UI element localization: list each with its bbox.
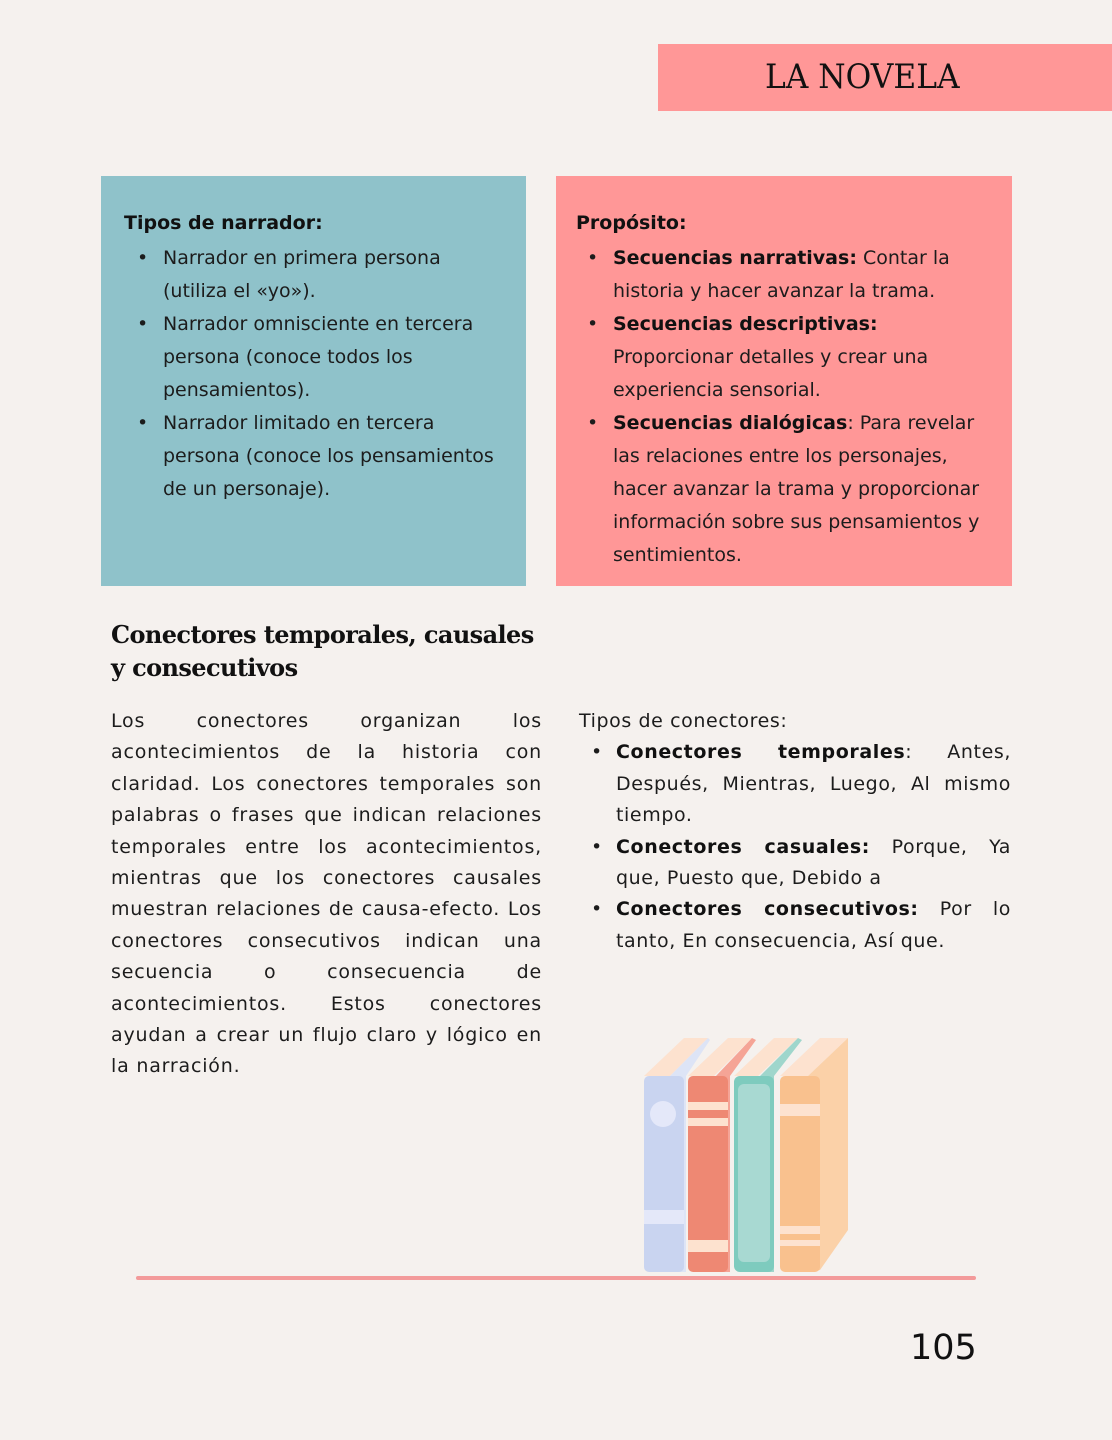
- bullet-icon: •: [591, 898, 603, 921]
- narrator-types-list: [137, 242, 497, 506]
- section-heading: Conectores temporales, causales y consecutivos: [111, 620, 534, 682]
- page-title: LA NOVELA: [765, 57, 960, 97]
- divider-line: [136, 1276, 976, 1280]
- connector-types: [579, 706, 1011, 957]
- connector-types-label: Tipos de conectores:: [579, 710, 788, 732]
- list-item: • Secuencias descriptivas: Proporcionar detalles y crear una experiencia sensorial.: [587, 308, 987, 407]
- list-item: • Narrador en primera persona (utiliza el «yo»).: [137, 242, 497, 308]
- bullet-icon: •: [137, 412, 149, 434]
- purpose-box: [556, 176, 1012, 586]
- books-icon: [630, 1030, 860, 1280]
- page-number: 105: [910, 1328, 977, 1368]
- bullet-icon: •: [587, 313, 599, 335]
- book-orange: [780, 1038, 848, 1272]
- purpose-heading: Propósito:: [576, 212, 687, 234]
- title-banner: [658, 44, 1112, 111]
- bullet-icon: •: [591, 741, 603, 764]
- purpose-list: [587, 242, 987, 572]
- bullet-icon: •: [137, 313, 149, 335]
- list-item: • Secuencias dialógicas: Para revelar las relaciones entre los personajes, hacer avanzar la trama y proporcionar información sobre sus pensamientos y sentimientos.: [587, 407, 987, 572]
- list-item: • Conectores temporales: Antes, Después, Mientras, Luego, Al mismo tiempo.: [579, 737, 1011, 831]
- list-item: • Conectores consecutivos: Por lo tanto, En consecuencia, Así que.: [579, 894, 1011, 957]
- connector-types-list: [579, 737, 1011, 957]
- list-item: • Narrador limitado en tercera persona (conoce los pensamientos de un personaje).: [137, 407, 497, 506]
- narrator-types-box: [101, 176, 526, 586]
- bullet-icon: •: [137, 247, 149, 269]
- bullet-icon: •: [587, 247, 599, 269]
- connectors-paragraph: Los conectores organizan los acontecimientos de la historia con claridad. Los conectores temporales son palabras o frases que indican relaciones temporales entre los acontecimientos, mientras que los conectores causales muestran relaciones de causa-efecto. Los conectores consecutivos indican una secuencia o consecuencia de acontecimientos. Estos conectores ayudan a crear un flujo claro y lógico en la narración.: [111, 710, 542, 1078]
- list-item: • Conectores casuales: Porque, Ya que, Puesto que, Debido a: [579, 832, 1011, 895]
- bullet-icon: •: [587, 412, 599, 434]
- list-item: • Narrador omnisciente en tercera persona (conoce todos los pensamientos).: [137, 308, 497, 407]
- list-item: • Secuencias narrativas: Contar la historia y hacer avanzar la trama.: [587, 242, 987, 308]
- bullet-icon: •: [591, 835, 603, 858]
- narrator-types-heading: Tipos de narrador:: [124, 212, 323, 234]
